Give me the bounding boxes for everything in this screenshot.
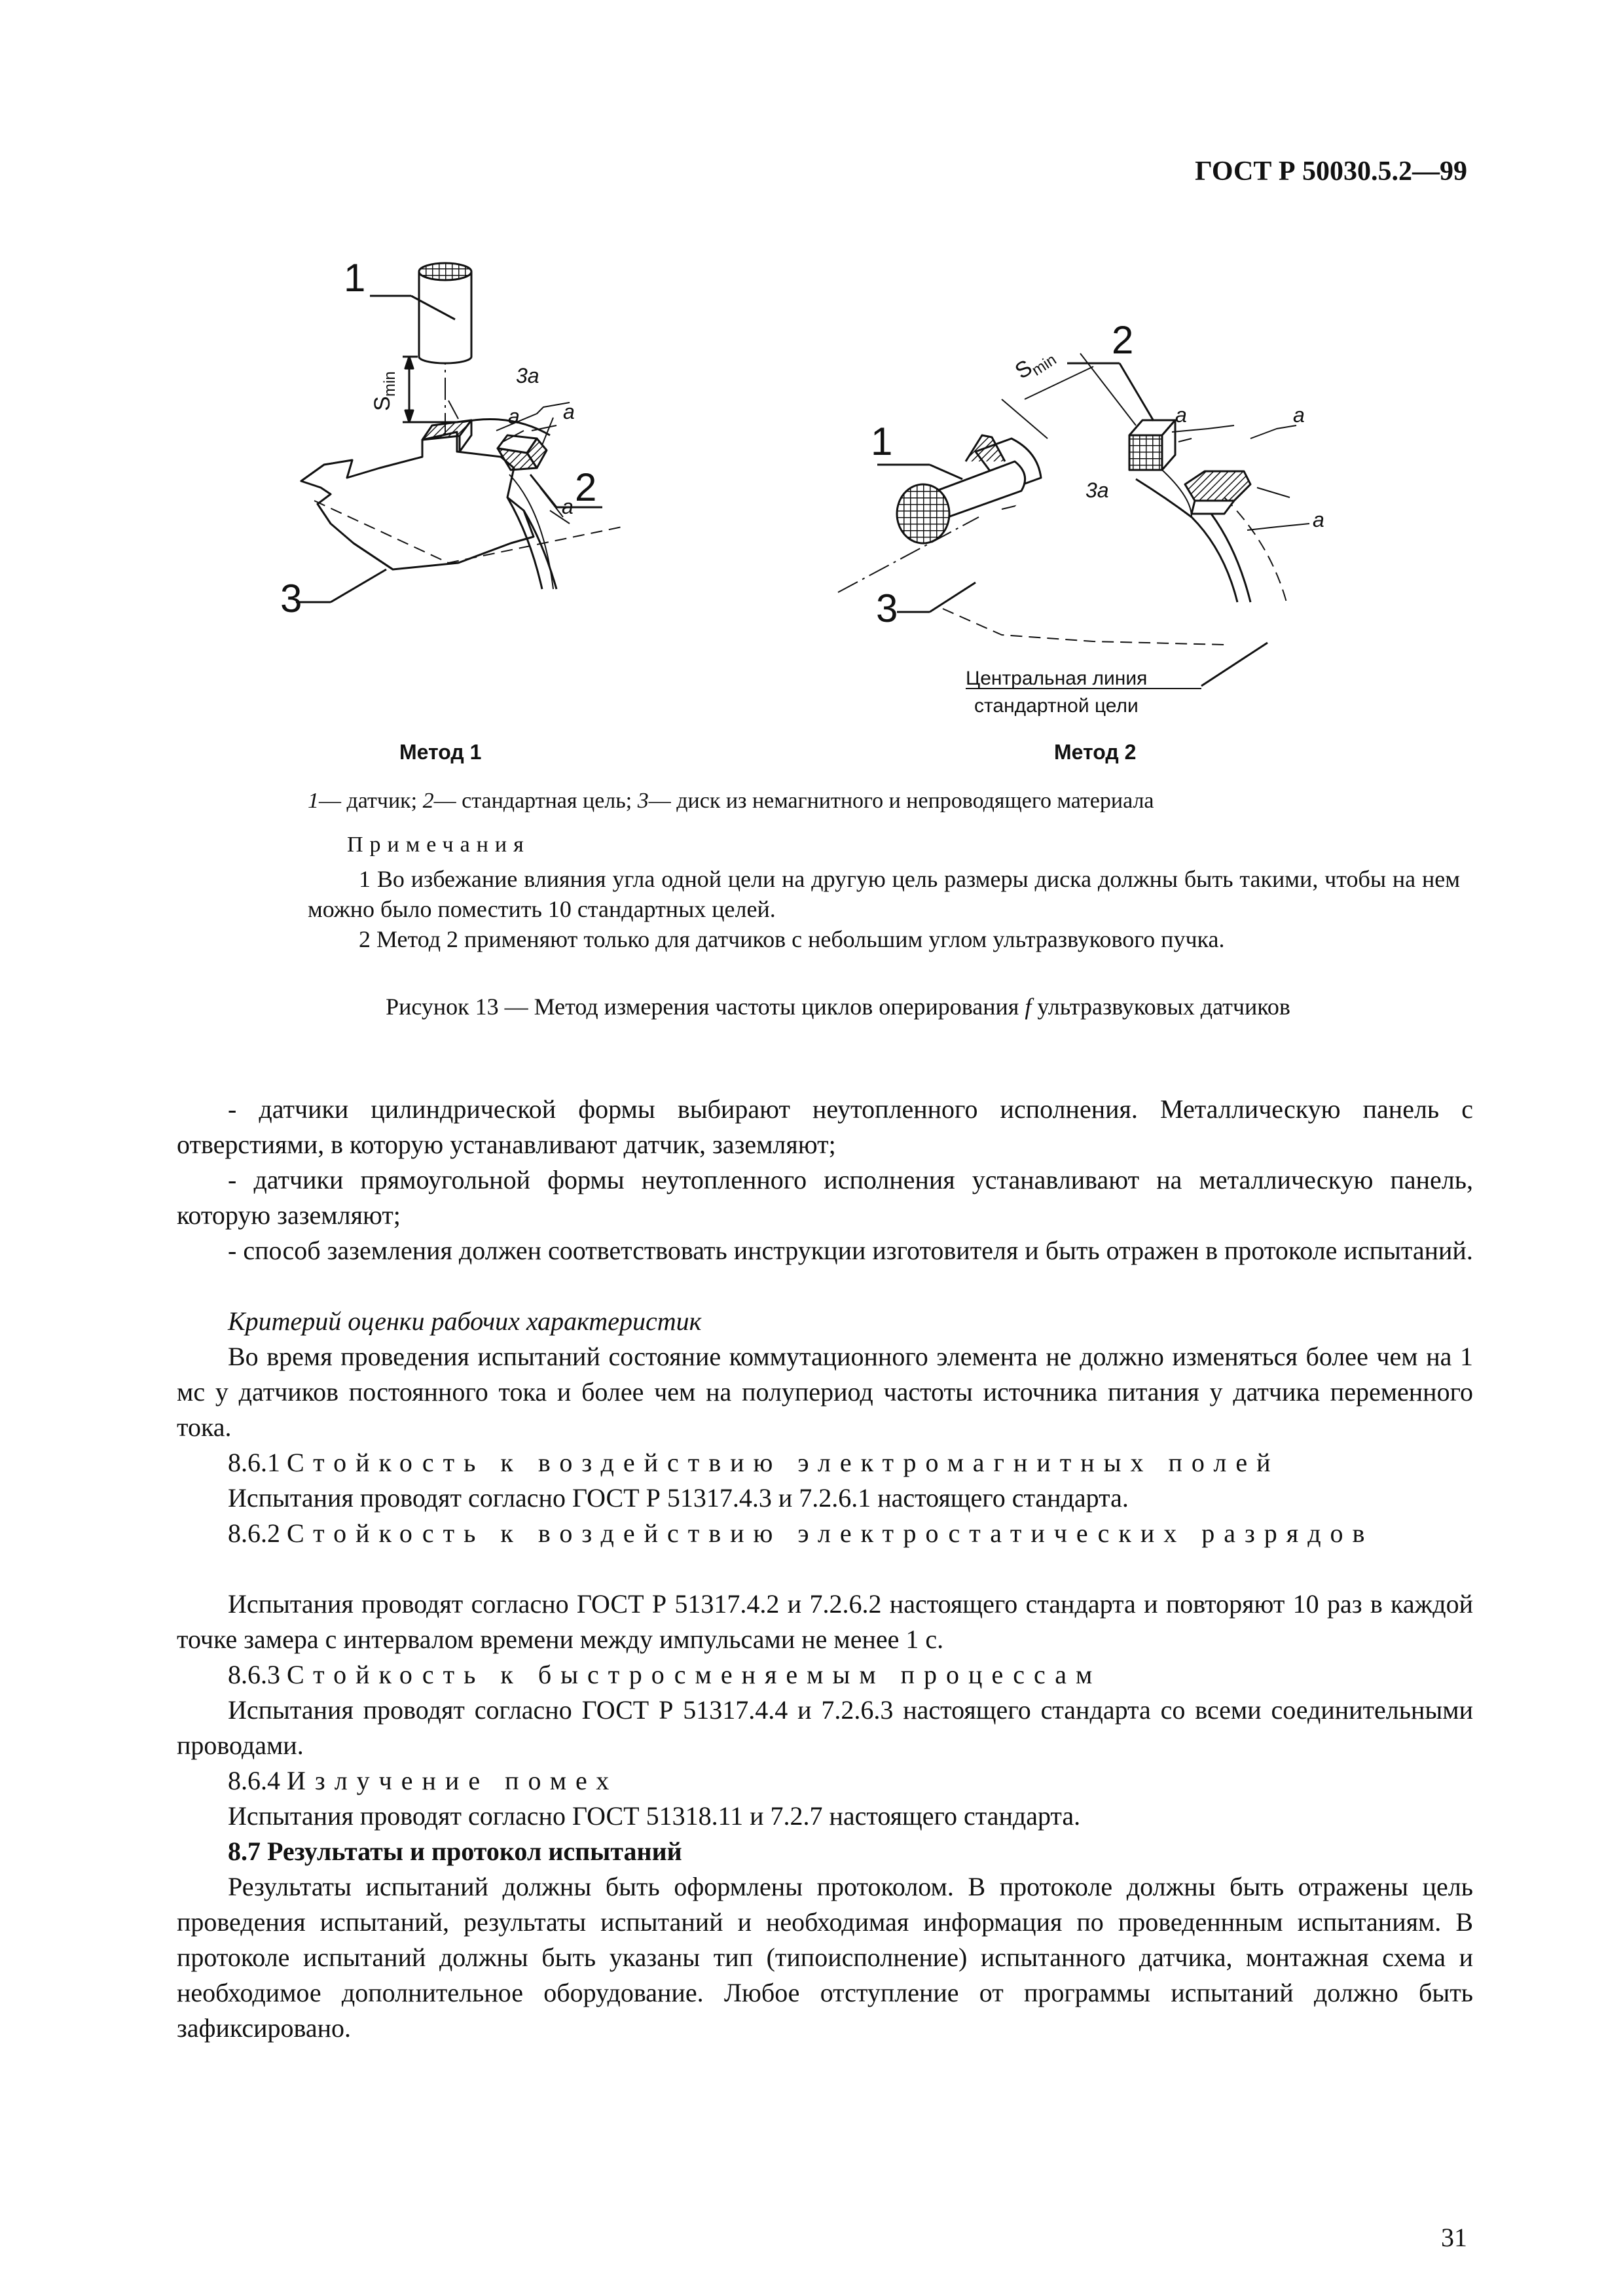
section-8-6-1-text: Испытания проводят согласно ГОСТ Р 51317.4.3 и 7.2.6.1 настоящего стандарта.: [228, 1483, 1129, 1513]
section-8-6-2-heading: [177, 1516, 1473, 1551]
fig1-a-label-2: a: [563, 400, 575, 423]
section-8-6-3-title: Стойкость к быстросменяемым процессам: [287, 1660, 1102, 1689]
fig2-label-3: 3: [876, 586, 898, 630]
section-8-6-4-text: Испытания проводят согласно ГОСТ 51318.11 и 7.2.7 настоящего стандарта.: [228, 1801, 1081, 1831]
fig2-a-label-3: a: [1313, 508, 1324, 531]
section-8-6-3-heading: [177, 1657, 1473, 1693]
criterion-heading: Критерий оценки рабочих характеристик: [228, 1306, 702, 1336]
figure-caption: [275, 992, 1401, 1022]
caption-symbol: f: [1025, 994, 1032, 1020]
centerline-label-2: стандартной цели: [974, 695, 1139, 717]
method-2-diagram: [838, 353, 1309, 686]
legend-num-3: 3: [637, 789, 649, 813]
notes-title: Примечания: [347, 833, 530, 857]
legend-num-2: 2: [422, 789, 434, 813]
fig1-label-1: 1: [344, 256, 366, 300]
section-8-6-4-title: Излучение помех: [287, 1766, 619, 1795]
fig2-a-label-1: a: [1175, 403, 1187, 427]
document-header: ГОСТ Р 50030.5.2—99: [1195, 156, 1467, 187]
fig1-label-2: 2: [575, 465, 597, 509]
legend-num-1: 1: [308, 789, 319, 813]
section-8-6-2-number: 8.6.2: [228, 1518, 280, 1548]
caption-after: ультразвуковых датчиков: [1037, 994, 1290, 1020]
paragraph-4: Во время проведения испытаний состояние коммутационного элемента не должно изменяться более чем на 1 мс у датчиков постоянного тока и более чем на полупериод частоты источника питания у датчика переменного тока.: [177, 1342, 1473, 1442]
legend-text-3: — диск из немагнитного и непроводящего материала: [648, 789, 1154, 813]
fig1-label-3: 3: [280, 577, 302, 620]
section-8-6-2-title: Стойкость к воздействию электростатических разрядов: [287, 1518, 1374, 1548]
method-1-diagram: [296, 263, 622, 602]
section-8-6-1-heading: [177, 1445, 1473, 1480]
fig1-3a-label: 3a: [516, 364, 539, 387]
section-8-6-4-heading: [177, 1763, 1473, 1799]
section-8-6-2-text: Испытания проводят согласно ГОСТ Р 51317.4.2 и 7.2.6.2 настоящего стандарта и повторяют 10 раз в каждой точке замера с интервалом времени между импульсами не менее 1 с.: [177, 1589, 1473, 1654]
section-8-6-3-number: 8.6.3: [228, 1660, 280, 1689]
figure-13-diagram: [249, 236, 1375, 772]
fig2-a-label-2: a: [1293, 403, 1305, 427]
fig2-3a-label: 3a: [1085, 478, 1109, 502]
paragraph-2: - датчики прямоугольной формы неутопленного исполнения устанавливают на металлическую панель, которую заземляют;: [177, 1165, 1473, 1230]
paragraph-3: - способ заземления должен соответствовать инструкции изготовителя и быть отражен в протоколе испытаний.: [228, 1236, 1473, 1265]
disk-1: [301, 420, 622, 589]
fig1-smin-sub: min: [381, 371, 399, 397]
fig2-label-2: 2: [1112, 318, 1134, 362]
fig1-a-label-1: a: [508, 404, 520, 428]
section-8-7-text: Результаты испытаний должны быть оформлены протоколом. В протоколе должны быть отражены цель проведения испытаний, результаты испытаний и необходимая информация по проведеннным испытаниям. В протоколе испытаний должны быть указаны тип (типоисполнение) испытанного датчика, монтажная схема и необходимое дополнительное оборудование. Любое отступление от программы испытаний должно быть зафиксировано.: [177, 1872, 1473, 2043]
page-number: 31: [1441, 2223, 1467, 2252]
legend-text-1: — датчик;: [319, 789, 418, 813]
fig2-smin-label: S: [1010, 355, 1037, 384]
note-2: 2 Метод 2 применяют только для датчиков с небольшим углом ультразвукового пучка.: [359, 926, 1225, 952]
fig1-smin-label: S: [370, 396, 395, 411]
section-8-6-1-title: Стойкость к воздействию электромагнитных полей: [287, 1448, 1280, 1477]
legend-text-2: — стандартная цель;: [433, 789, 632, 813]
method-1-title: Метод 1: [399, 740, 482, 764]
section-8-7-heading: 8.7 Результаты и протокол испытаний: [228, 1837, 682, 1866]
caption-before: Рисунок 13 — Метод измерения частоты циклов оперирования: [386, 994, 1019, 1020]
fig1-a-label-3: a: [562, 495, 574, 518]
note-1: 1 Во избежание влияния угла одной цели на другую цель размеры диска должны быть такими, чтобы на нем можно было поместить 10 стандартных целей.: [308, 866, 1460, 922]
fig2-smin-sub: min: [1029, 351, 1060, 380]
section-8-6-3-text: Испытания проводят согласно ГОСТ Р 51317.4.4 и 7.2.6.3 настоящего стандарта со всеми соединительными проводами.: [177, 1695, 1473, 1760]
section-8-6-4-number: 8.6.4: [228, 1766, 280, 1795]
centerline-label-1: Центральная линия: [966, 668, 1148, 689]
section-8-6-1-number: 8.6.1: [228, 1448, 280, 1477]
fig2-label-1: 1: [871, 420, 893, 463]
paragraph-1: - датчики цилиндрической формы выбирают неутопленного исполнения. Металлическую панель с отверстиями, в которую устанавливают датчик, заземляют;: [177, 1094, 1473, 1159]
figure-legend: [308, 789, 1154, 814]
sensor-2-cube: [1129, 420, 1175, 470]
method-2-title: Метод 2: [1054, 740, 1137, 764]
